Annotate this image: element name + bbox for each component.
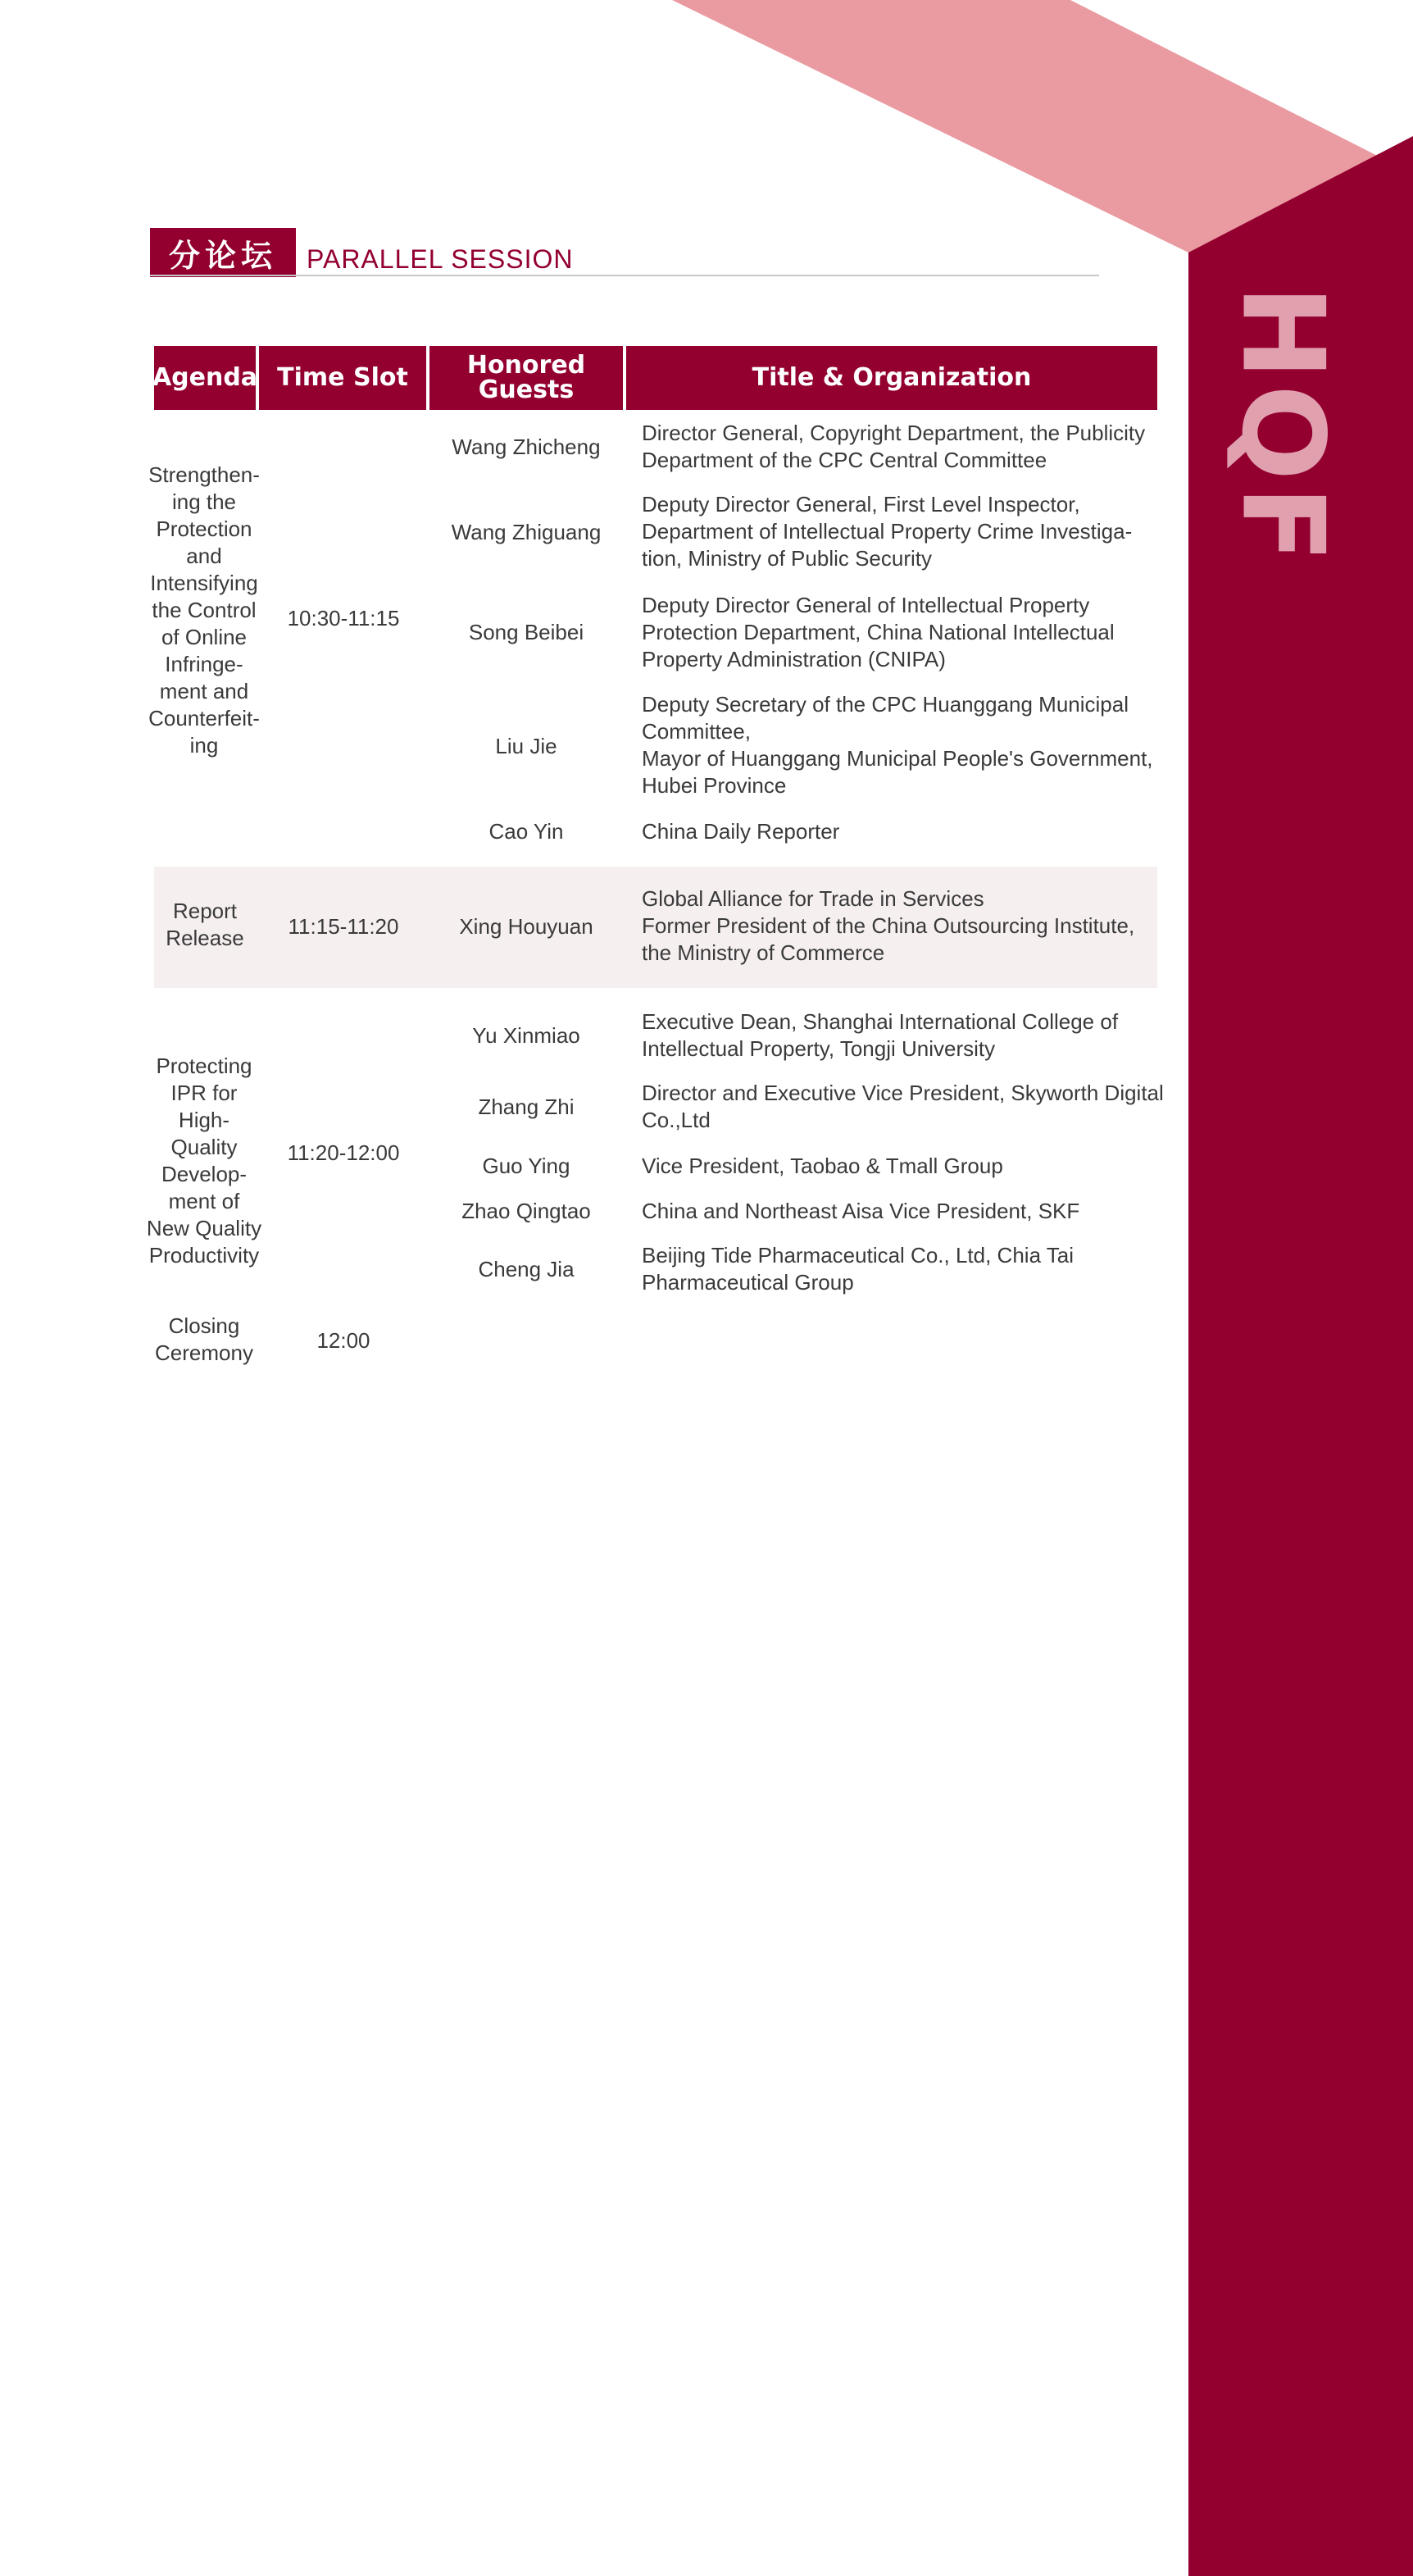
guest-title: Deputy Director General of Intellectual Property Protection Department, China National Intellectual Property Administration (CNIPA) — [642, 593, 1115, 671]
guest-name: Zhao Qingtao — [461, 1199, 591, 1223]
brand-watermark — [1217, 284, 1350, 568]
guest-title: Vice President, Taobao & Tmall Group — [642, 1154, 1003, 1178]
section-badge: 分论坛 — [150, 228, 296, 277]
guest-title: Executive Dean, Shanghai International College of Intellectual Property, Tongji University — [642, 1009, 1119, 1061]
time-slot: 10:30-11:15 — [287, 606, 400, 630]
guest-name: Wang Zhiguang — [451, 520, 602, 544]
guest-name: Liu Jie — [495, 734, 557, 758]
section-title: PARALLEL SESSION — [307, 244, 574, 274]
section-divider — [150, 275, 1099, 276]
guest-name: Guo Ying — [482, 1154, 570, 1178]
guest-name: Zhang Zhi — [478, 1095, 575, 1119]
time-slot: 11:15-11:20 — [288, 914, 399, 939]
guest-title: Deputy Director General, First Level Inspector, Department of Intellectual Property Crime Investiga-tion, Ministry of Public Security — [642, 492, 1133, 571]
guest-title: Beijing Tide Pharmaceutical Co., Ltd, Chia Tai Pharmaceutical Group — [642, 1243, 1075, 1295]
guest-title: Deputy Secretary of the CPC Huanggang Municipal Committee, Mayor of Huanggang Municipal People's Government, Hubei Province — [642, 692, 1153, 798]
agenda-item: Protecting IPR for High-Quality Develop-ment of New Quality Productivity — [146, 1054, 262, 1268]
agenda-item: Report Release — [166, 899, 244, 950]
guest-title: China and Northeast Aisa Vice President, SKF — [642, 1199, 1080, 1223]
guest-name: Xing Houyuan — [459, 914, 593, 939]
header-time-slot: Time Slot — [259, 346, 426, 410]
header-title-organization: Title & Organization — [626, 346, 1157, 410]
time-slot: 11:20-12:00 — [287, 1140, 400, 1165]
guest-name: Cheng Jia — [478, 1257, 575, 1281]
time-slot: 12:00 — [316, 1328, 370, 1353]
brand-text: HQF — [1217, 284, 1350, 568]
guest-name: Wang Zhicheng — [452, 435, 601, 459]
header-honored-guests: Honored Guests — [429, 346, 623, 410]
header-agenda: Agenda — [154, 346, 256, 410]
guest-name: Yu Xinmiao — [472, 1023, 580, 1048]
guest-title: Global Alliance for Trade in Services Former President of the China Outsourcing Institute, the Ministry of Commerce — [642, 886, 1135, 965]
guest-title: China Daily Reporter — [642, 819, 840, 844]
guest-name: Song Beibei — [468, 620, 584, 644]
guest-name: Cao Yin — [488, 819, 564, 844]
guest-title: Director and Executive Vice President, Skyworth Digital Co.,Ltd — [642, 1081, 1164, 1132]
agenda-item: Strengthen-ing the Protection and Intensifying the Control of Online Infringe-ment and Counterfeit-ing — [148, 462, 260, 758]
guest-title: Director General, Copyright Department, the Publicity Department of the CPC Central Committee — [642, 421, 1146, 472]
agenda-item: Closing Ceremony — [155, 1313, 253, 1365]
